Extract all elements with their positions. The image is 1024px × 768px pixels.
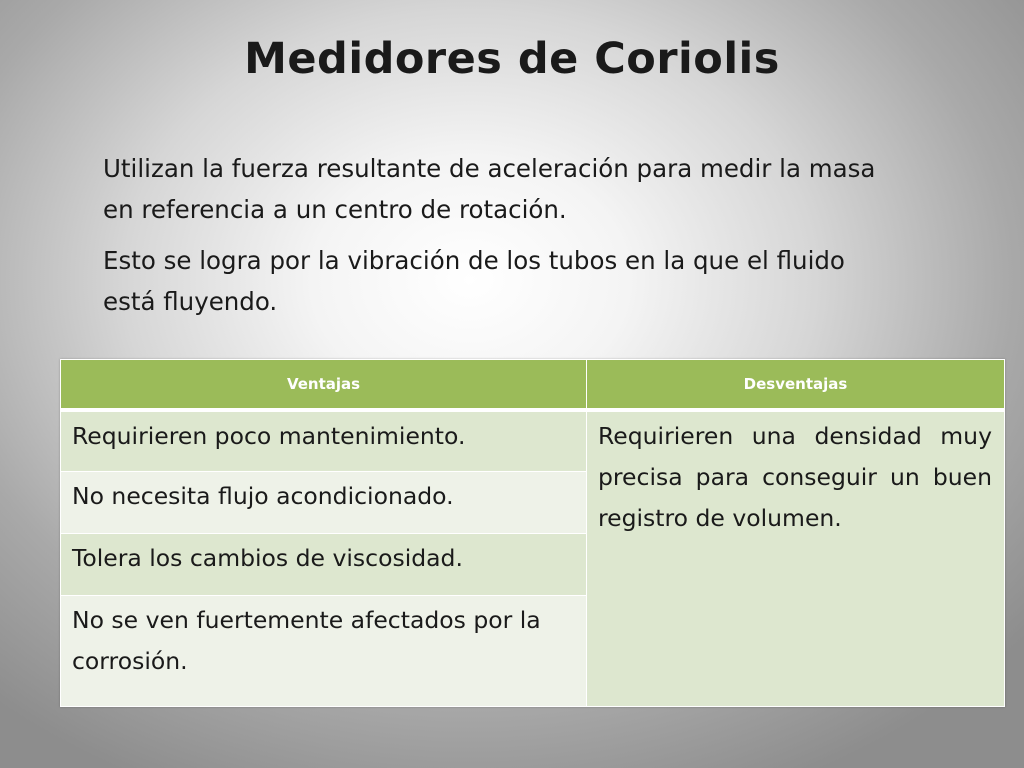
- ventaja-cell-1: Requirieren poco mantenimiento.: [61, 410, 587, 471]
- ventaja-cell-2: No necesita flujo acondicionado.: [61, 471, 587, 533]
- slide-title: Medidores de Coriolis: [244, 34, 780, 84]
- desventaja-cell: Requirieren una densidad muy precisa para conseguir un buen registro de volumen.: [587, 410, 1005, 707]
- table-row: [61, 410, 1005, 471]
- body-paragraph-1: Utilizan la fuerza resultante de aceleración para medir la masa en referencia a un centro de rotación.: [103, 154, 876, 224]
- ventaja-cell-4: No se ven fuertemente afectados por la corrosión.: [61, 595, 587, 706]
- header-desventajas: Desventajas: [587, 360, 1005, 411]
- table-header-row: [61, 360, 1005, 411]
- slide-body: [103, 148, 903, 332]
- comparison-table: [60, 359, 1005, 707]
- body-paragraph-2: Esto se logra por la vibración de los tubos en la que el fluido está fluyendo.: [103, 246, 845, 316]
- header-ventajas: Ventajas: [61, 360, 587, 411]
- ventaja-cell-3: Tolera los cambios de viscosidad.: [61, 533, 587, 595]
